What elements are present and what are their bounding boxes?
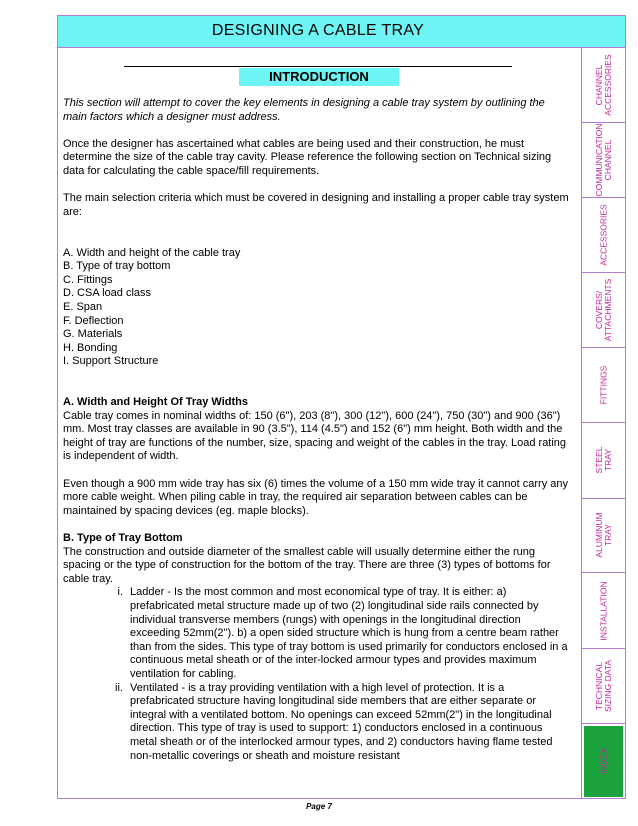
list-item: E. Span (63, 300, 103, 313)
body-text (63, 97, 571, 763)
section-b-heading: B. Type of Tray Bottom (63, 532, 183, 544)
list-item: I. Support Structure (63, 355, 159, 368)
list-item: D. CSA load class (63, 287, 152, 300)
tab-accessories[interactable] (582, 198, 625, 273)
section-b-paragraph-1: The construction and outside diameter of the smallest cable will usually determine either the rung spacing or the type of construction for the bottom of the tray. There are three (3) types of bottoms for cable tray. (63, 545, 551, 585)
list-item: G. Materials (63, 328, 123, 341)
sub-item-number: ii. (115, 681, 123, 694)
tab-aluminum-tray[interactable] (582, 499, 625, 574)
sub-item-text: Ladder - Is the most common and most economical type of tray. It is either: a) prefabricated metal structure made up of two (2) longitudinal side rails connected by individual transverse members (rungs) with openings in the longitudinal direction exceeding 52mm(2"). b) a open sided structure which is hung from a centre beam rather than from the sides. This type of tray bottom is used primarily for conductors enclosed in a continuous metal sheath or of the inter-locked armour types and provides maximum ventilation for cabling. (130, 586, 568, 680)
list-item: B. Type of tray bottom (63, 260, 171, 273)
intro-paragraph: This section will attempt to cover the key elements in designing a cable tray system by outlining the main factors which a designer must address. (63, 97, 545, 123)
header-bar (58, 16, 625, 48)
page-title: DESIGNING A CABLE TRAY (211, 22, 425, 39)
tab-label: TECHNICAL SIZING DATA (593, 659, 613, 712)
list-item: A. Width and height of the cable tray (63, 246, 241, 259)
tab-fittings[interactable] (582, 348, 625, 423)
tab-label: COMMUNICATION CHANNEL (593, 123, 613, 197)
tab-index[interactable] (582, 724, 625, 799)
list-item: H. Bonding (63, 341, 118, 354)
section-rule (124, 66, 512, 67)
page-number: Page 7 (306, 802, 332, 811)
tab-label: CHANNEL ACCESSORIES (593, 54, 613, 116)
tab-steel-tray[interactable] (582, 423, 625, 498)
tab-label: ACCESSORIES (598, 204, 608, 266)
section-tabs (582, 48, 625, 799)
tab-covers-attachments[interactable] (582, 273, 625, 348)
sub-item-number: i. (117, 586, 123, 599)
tab-channel-accessories[interactable] (582, 48, 625, 123)
tab-label: FITTINGS (598, 365, 608, 405)
sub-item-ventilated (63, 682, 571, 764)
list-item: F. Deflection (63, 314, 124, 327)
tab-communication-channel[interactable] (582, 123, 625, 198)
tab-label: ALUMINUM TRAY (593, 512, 613, 559)
tab-label: INDEX (598, 748, 608, 775)
paragraph-2: The main selection criteria which must be covered in designing and installing a proper cable tray system are: (63, 192, 569, 218)
criteria-list (63, 247, 571, 369)
section-a-paragraph-1: Cable tray comes in nominal widths of: 150 (6"), 203 (8"), 300 (12"), 600 (24"), 750 (30") and 900 (36") mm. Most tray classes are available in 90 (3.5"), 114 (4.5") and 152 (6") mm height. Both width and the height of tray are functions of the number, size, spacing and weight of the cables in the tray. Load rating is independent of width. (63, 409, 567, 463)
paragraph-1: Once the designer has ascertained what cables are being used and their construction, he must determine the size of the cable tray cavity. Please reference the following section on Technical sizing data for calculating the cable space/fill requirements. (63, 137, 552, 177)
tab-label: COVERS/ ATTACHMENTS (593, 278, 613, 342)
tab-label: STEEL TRAY (593, 446, 613, 474)
sub-item-text: Ventilated - is a tray providing ventilation with a high level of protection. It is a prefabricated structure having longitudinal side members that are either separate or integral with a ventilated bottom. No openings can exceed 52mm(2") in the longitudinal direction. This type of tray is used to support: 1) conductors enclosed in a continuous metal sheath or of the interlocked armour types, and 2) conductors having flame tested non-metallic coverings or sheath and moisture resistant (130, 681, 553, 762)
tab-installation[interactable] (582, 573, 625, 648)
list-item: C. Fittings (63, 273, 113, 286)
sub-item-ladder (63, 586, 571, 681)
tab-technical-sizing-data[interactable] (582, 649, 625, 724)
section-a-heading: A. Width and Height Of Tray Widths (63, 396, 248, 409)
tab-label: INSTALLATION (598, 580, 608, 641)
section-a-paragraph-2: Even though a 900 mm wide tray has six (6) times the volume of a 150 mm wide tray it cannot carry any more cable weight. When piling cable in tray, the required air separation between cables can be maintained by spacing devices (eg. maple blocks). (63, 477, 569, 517)
section-title: INTRODUCTION (239, 68, 399, 86)
